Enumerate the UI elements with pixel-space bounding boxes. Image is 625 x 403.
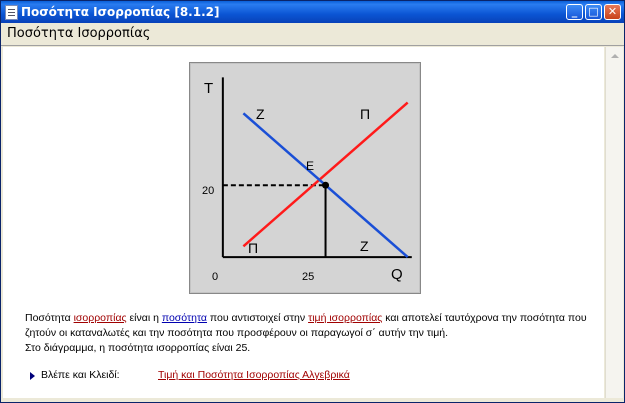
document-icon xyxy=(5,5,18,20)
equilibrium-label: Ε xyxy=(306,159,315,173)
scroll-up-arrow-icon[interactable] xyxy=(611,54,619,58)
see-also-label: Βλέπε και Κλειδί: xyxy=(41,369,120,381)
topic-header xyxy=(1,23,624,46)
vertical-scrollbar[interactable] xyxy=(605,47,623,398)
origin-label: 0 xyxy=(212,271,219,283)
chart-svg xyxy=(190,63,420,293)
equilibrium-point xyxy=(322,182,329,189)
price-tick-label: 20 xyxy=(202,185,215,197)
x-axis-label: Q xyxy=(391,266,403,283)
text-segment: που αντιστοιχεί στην xyxy=(207,312,309,324)
description-paragraph xyxy=(25,311,595,356)
topic-title: Ποσότητα Ισορροπίας xyxy=(7,26,151,41)
text-segment: είναι η xyxy=(126,312,162,324)
minimize-button[interactable]: _ xyxy=(566,4,583,20)
supply-label-top: Π xyxy=(360,106,371,122)
close-button[interactable]: ✕ xyxy=(604,4,621,20)
text-segment: και αποτελεί ταυτόχρονα την ποσότητα που ζητούν οι καταναλωτές και την ποσότητα που προσφέρουν οι παραγωγοί σ΄ αυτήν την τιμή. xyxy=(25,312,587,339)
window-title: Ποσότητα Ισορροπίας [8.1.2] xyxy=(21,5,220,19)
equilibrium-chart xyxy=(189,62,421,294)
summary-sentence: Στο διάγραμμα, η ποσότητα ισορροπίας είναι 25. xyxy=(25,342,251,354)
title-bar[interactable] xyxy=(1,1,624,23)
y-axis-label: Τ xyxy=(204,80,214,97)
link-equilibrium[interactable]: ισορροπίας xyxy=(73,312,127,324)
link-quantity[interactable]: ποσότητα xyxy=(161,312,208,324)
link-equilibrium-price[interactable]: τιμή ισορροπίας xyxy=(308,312,383,324)
content-pane[interactable] xyxy=(3,47,604,398)
quantity-tick-label: 25 xyxy=(302,271,315,283)
demand-label-bottom: Ζ xyxy=(360,238,369,254)
see-also-link[interactable]: Τιμή και Ποσότητα Ισορροπίας Αλγεβρικά xyxy=(158,369,350,381)
text-segment: Ποσότητα xyxy=(25,312,74,324)
arrow-bullet-icon xyxy=(30,372,35,380)
supply-label-bottom: Π xyxy=(248,240,259,256)
maximize-button[interactable]: □ xyxy=(585,4,602,20)
demand-label-top: Ζ xyxy=(256,106,265,122)
